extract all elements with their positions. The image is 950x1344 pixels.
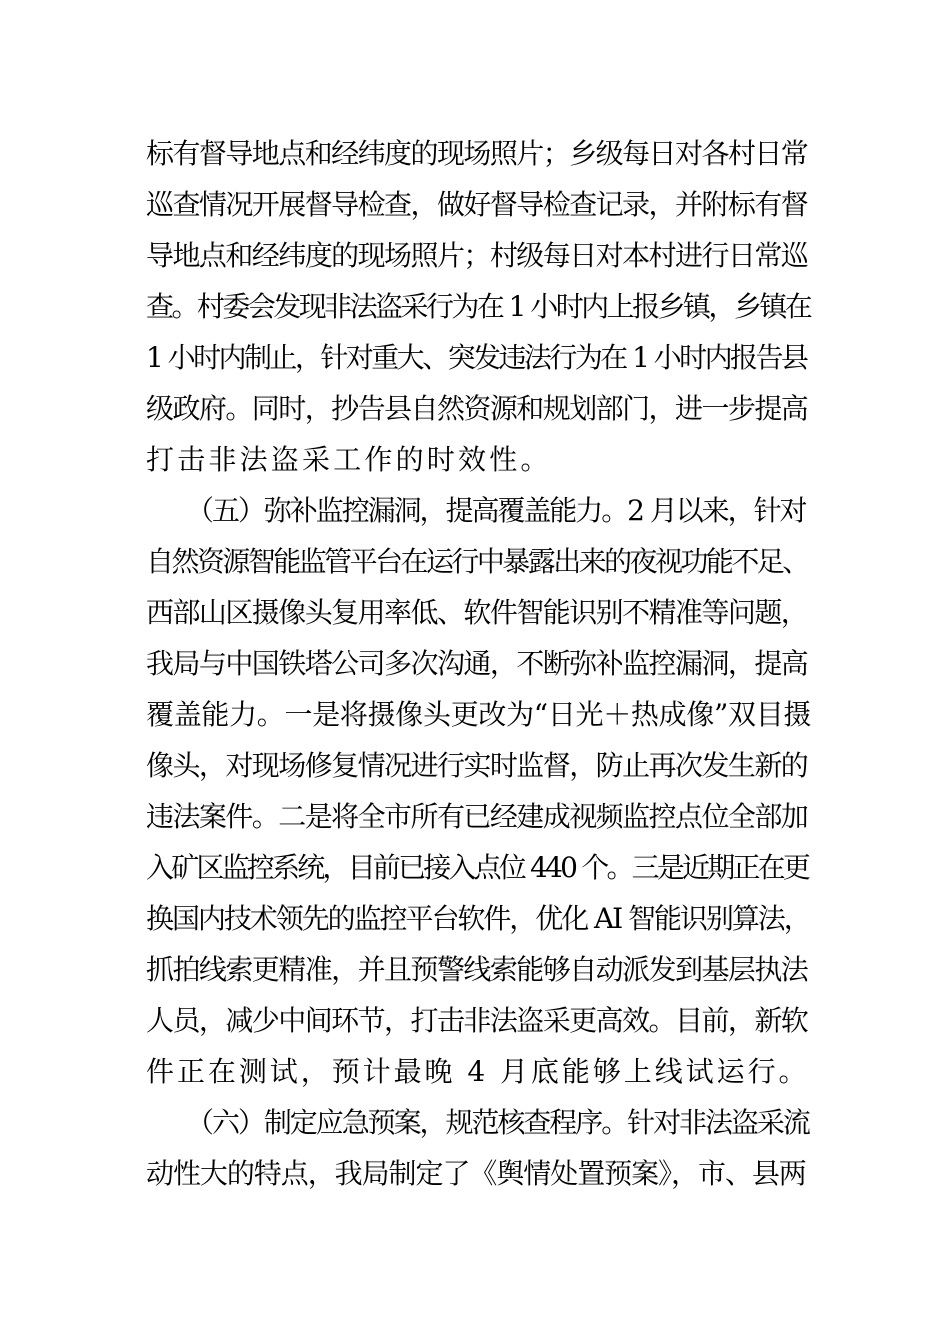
text-line: 像头，对现场修复情况进行实时监督，防止再次发生新的 — [146, 749, 808, 782]
text-line: 查。村委会发现非法盗采行为在 1 小时内上报乡镇，乡镇在 — [146, 290, 811, 323]
text-line: 我局与中国铁塔公司多次沟通，不断弥补监控漏洞，提高 — [146, 647, 808, 680]
text-line: 覆盖能力。一是将摄像头更改为“日光＋热成像”双目摄 — [146, 698, 812, 731]
text-line: 导地点和经纬度的现场照片；村级每日对本村进行日常巡 — [146, 239, 808, 272]
text-line: 西部山区摄像头复用率低、软件智能识别不精准等问题， — [146, 596, 808, 629]
text-line: 打击非法盗采工作的时效性。 — [146, 443, 552, 476]
text-line: 换国内技术领先的监控平台软件，优化 AI 智能识别算法， — [146, 902, 810, 935]
section-heading-line: （五）弥补监控漏洞，提高覆盖能力。2 月以来，针对 — [186, 494, 806, 527]
text-line: 件正在测试，预计最晚 4 月底能够上线试运行。 — [146, 1055, 810, 1088]
text-line: 1 小时内制止，针对重大、突发违法行为在 1 小时内报告县 — [146, 341, 807, 374]
text-line: 标有督导地点和经纬度的现场照片；乡级每日对各村日常 — [146, 137, 808, 170]
section-heading-line: （六）制定应急预案，规范核查程序。针对非法盗采流 — [186, 1106, 809, 1139]
text-line: 入矿区监控系统，目前已接入点位 440 个。三是近期正在更 — [146, 851, 809, 884]
text-line: 动性大的特点，我局制定了《舆情处置预案》，市、县两 — [146, 1157, 806, 1190]
text-line: 自然资源智能监管平台在运行中暴露出来的夜视功能不足、 — [146, 545, 808, 578]
text-line: 抓拍线索更精准，并且预警线索能够自动派发到基层执法 — [146, 953, 808, 986]
text-line: 级政府。同时，抄告县自然资源和规划部门，进一步提高 — [146, 392, 808, 425]
body-text — [146, 128, 811, 1199]
text-line: 人员，减少中间环节，打击非法盗采更高效。目前，新软 — [146, 1004, 808, 1037]
text-line: 巡查情况开展督导检查，做好督导检查记录，并附标有督 — [146, 188, 808, 221]
text-line: 违法案件。二是将全市所有已经建成视频监控点位全部加 — [146, 800, 808, 833]
